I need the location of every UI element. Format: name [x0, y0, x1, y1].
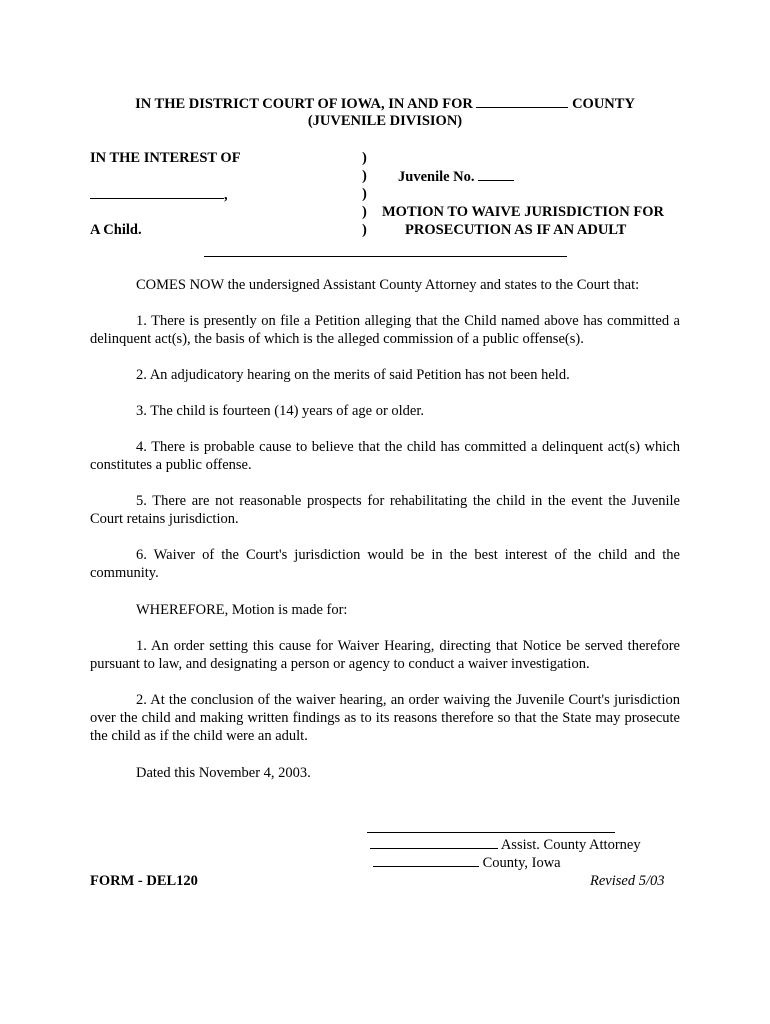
motion-title-line1: MOTION TO WAIVE JURISDICTION FOR — [382, 204, 664, 220]
revision-date: Revised 5/03 — [590, 873, 665, 889]
numbered-paragraph-1: 1. There is presently on file a Petition alleging that the Child named above has committed a delinquent act(s), the basis of which is the alleged commission of a public offense(s). — [90, 313, 680, 347]
caption-paren-2: ) — [362, 168, 367, 184]
caption-paren-3: ) — [362, 186, 367, 202]
numbered-paragraph-2: 2. An adjudicatory hearing on the merits of said Petition has not been held. — [136, 367, 570, 383]
juvenile-number-blank — [478, 168, 514, 181]
county-iowa: County, Iowa — [482, 855, 561, 871]
form-identifier: FORM - DEL120 — [90, 873, 198, 889]
numbered-paragraph-6: 6. Waiver of the Court's jurisdiction would be in the best interest of the child and the community. — [90, 547, 680, 581]
caption-paren-5: ) — [362, 222, 367, 238]
county-line — [373, 854, 561, 872]
caption-divider — [204, 256, 567, 257]
juvenile-number-label: Juvenile No. — [398, 169, 475, 185]
a-child-label: A Child. — [90, 222, 142, 238]
motion-title-line2: PROSECUTION AS IF AN ADULT — [405, 222, 627, 238]
court-line-suffix: COUNTY — [572, 96, 635, 112]
dated-line: Dated this November 4, 2003. — [136, 765, 311, 781]
attorney-title-line — [370, 836, 641, 854]
juvenile-number-field — [398, 168, 514, 186]
caption-paren-4: ) — [362, 204, 367, 220]
child-name-comma: , — [224, 187, 228, 203]
numbered-paragraph-5: 5. There are not reasonable prospects for rehabilitating the child in the event the Juvenile Court retains jurisdiction. — [90, 493, 680, 527]
signature-county-blank — [373, 854, 479, 867]
division-heading: (JUVENILE DIVISION) — [307, 113, 463, 129]
caption-paren-1: ) — [362, 150, 367, 166]
numbered-paragraph-4: 4. There is probable cause to believe that the child has committed a delinquent act(s) which constitutes a public offense. — [90, 439, 680, 473]
interest-of-label: IN THE INTEREST OF — [90, 150, 241, 166]
numbered-paragraph-3: 3. The child is fourteen (14) years of age or older. — [136, 403, 425, 419]
county-blank — [476, 95, 568, 108]
court-line-prefix: IN THE DISTRICT COURT OF IOWA, IN AND FOR — [135, 96, 473, 112]
wherefore-paragraph: WHEREFORE, Motion is made for: — [136, 602, 348, 618]
intro-paragraph: COMES NOW the undersigned Assistant County Attorney and states to the Court that: — [136, 277, 640, 293]
court-heading — [0, 95, 770, 113]
request-paragraph-2: 2. At the conclusion of the waiver hearing, an order waiving the Juvenile Court's jurisdiction over the child and making written findings as to its reasons therefore so that the State may prosecute the child as if the child were an adult. — [90, 692, 680, 744]
attorney-title: Assist. County Attorney — [500, 837, 641, 853]
child-name-blank — [90, 186, 228, 204]
attorney-name-blank — [370, 836, 498, 849]
request-paragraph-1: 1. An order setting this cause for Waiver Hearing, directing that Notice be served therefore pursuant to law, and designating a person or agency to conduct a waiver investigation. — [90, 638, 680, 672]
signature-line — [367, 832, 615, 833]
